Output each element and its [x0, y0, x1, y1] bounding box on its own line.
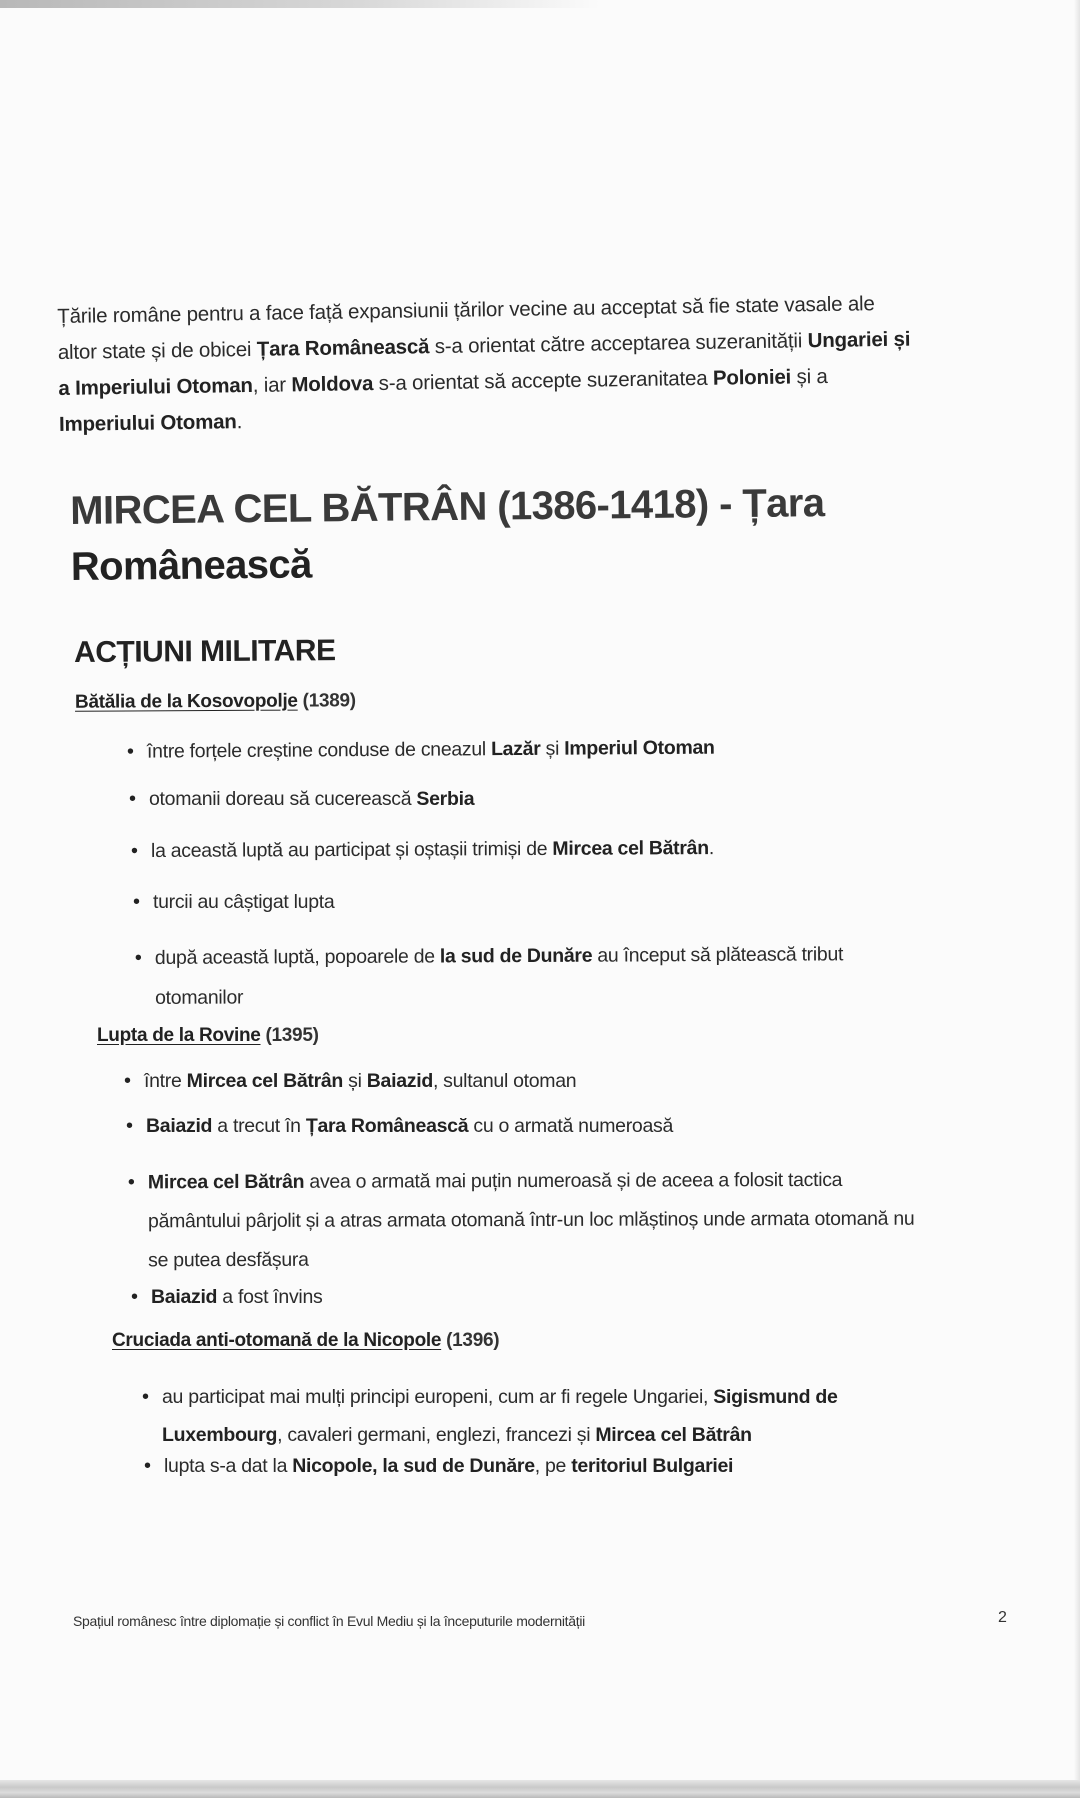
title-line-2: Românească — [70, 542, 312, 589]
text: , iar — [252, 372, 292, 397]
text: cu o armată numeroasă — [468, 1115, 674, 1137]
text: a trecut în — [212, 1115, 306, 1137]
text: între — [144, 1070, 187, 1092]
subheading-nicopole — [112, 1330, 499, 1352]
bold-text: Mircea cel Bătrân — [186, 1070, 344, 1092]
text: avea o armată mai puțin numeroasă și de aceea a folosit tactica pământului pârjolit și a atras armata otomană într-un loc mlăștinoș unde armata otomană nu se putea desfășura — [147, 1168, 915, 1272]
subheading-rovine — [97, 1025, 319, 1047]
bold-text: Imperiul Otoman — [564, 736, 715, 760]
list-item — [144, 1455, 934, 1478]
intro-paragraph — [57, 285, 919, 442]
list-item — [133, 891, 913, 914]
text: Țările române pentru a face față expansiunii țărilor vecine au acceptat să fie state vasale ale altor state și de obicei — [57, 291, 875, 364]
bold-text: la sud de Dunăre — [439, 944, 593, 968]
list-item — [135, 934, 915, 1018]
text: , sultanul otoman — [432, 1070, 577, 1092]
text: , cavaleri germani, englezi, francezi și — [277, 1424, 596, 1446]
text: s-a orientat să accepte suzeranitatea — [373, 366, 714, 395]
title-line-1: MIRCEA CEL BĂTRÂN (1386-1418) - Țara — [70, 481, 825, 533]
bold-text: Țara Românească — [256, 334, 430, 361]
text: la această luptă au participat și oștașii trimiși de — [150, 837, 553, 862]
bold-text: Baiazid — [146, 1115, 213, 1137]
bold-text: Lazăr — [490, 737, 541, 761]
subheading-name: Lupta de la Rovine — [97, 1025, 261, 1046]
bold-text: Serbia — [416, 788, 475, 810]
text: s-a orientat către acceptarea suzeranității — [429, 328, 808, 358]
text: , pe — [534, 1455, 572, 1477]
list-item — [126, 1115, 906, 1138]
bold-text: Moldova — [291, 371, 374, 396]
text: . — [708, 837, 714, 860]
footer-text: Spațiul românesc între diplomație și conflict în Evul Mediu și la începuturile modernității — [73, 1613, 585, 1629]
text: după această luptă, popoarele de — [154, 945, 440, 969]
bold-text: Sigismund de Luxembourg — [162, 1386, 838, 1446]
subheading-name: Cruciada anti-otomană de la Nicopole — [112, 1330, 442, 1351]
bold-text: Mircea cel Bătrân — [147, 1170, 305, 1194]
text: și — [540, 737, 565, 760]
subheading-kosovopolje — [75, 690, 356, 713]
list-item — [128, 1161, 928, 1281]
list-item — [129, 788, 909, 811]
text: . — [236, 409, 243, 433]
subheading-year: (1396) — [446, 1330, 500, 1351]
text: au participat mai mulți principi europeni, cum ar fi regele Ungariei, — [162, 1386, 714, 1408]
section-heading: ACȚIUNI MILITARE — [74, 634, 336, 669]
bold-text: Imperiului Otoman — [58, 409, 237, 436]
text: și a — [790, 364, 828, 388]
list-item — [124, 1070, 904, 1093]
list-item — [127, 735, 907, 763]
list-item — [131, 1286, 911, 1309]
subheading-year: (1395) — [265, 1025, 319, 1046]
bold-text: Poloniei — [712, 364, 792, 390]
list-item — [131, 836, 931, 863]
page-number: 2 — [998, 1609, 1007, 1626]
bold-text: Mircea cel Bătrân — [595, 1424, 752, 1446]
text: au început să plătească tribut otomanilor — [155, 943, 844, 1009]
text: turcii au câștigat lupta — [153, 891, 335, 913]
page-title — [70, 474, 931, 595]
text: otomanii doreau să cucerească — [149, 788, 417, 810]
text: lupta s-a dat la — [164, 1455, 293, 1477]
bold-text: Nicopole, la sud de Dunăre — [292, 1455, 535, 1477]
subheading-name: Bătălia de la Kosovopolje — [74, 690, 298, 713]
bold-text: Baiazid — [366, 1070, 433, 1092]
text: între forțele creștine conduse de cneazul — [146, 738, 492, 763]
bold-text: Țara Românească — [305, 1115, 469, 1137]
bold-text: teritoriul Bulgariei — [571, 1455, 734, 1477]
list-item — [142, 1378, 932, 1454]
text: și — [343, 1070, 367, 1092]
bold-text: Baiazid — [151, 1286, 218, 1308]
subheading-year: (1389) — [302, 690, 356, 712]
bold-text: Mircea cel Bătrân — [552, 837, 709, 860]
text: a fost învins — [217, 1286, 323, 1308]
bold-text: Ungariei și a Imperiului Otoman — [58, 327, 911, 400]
